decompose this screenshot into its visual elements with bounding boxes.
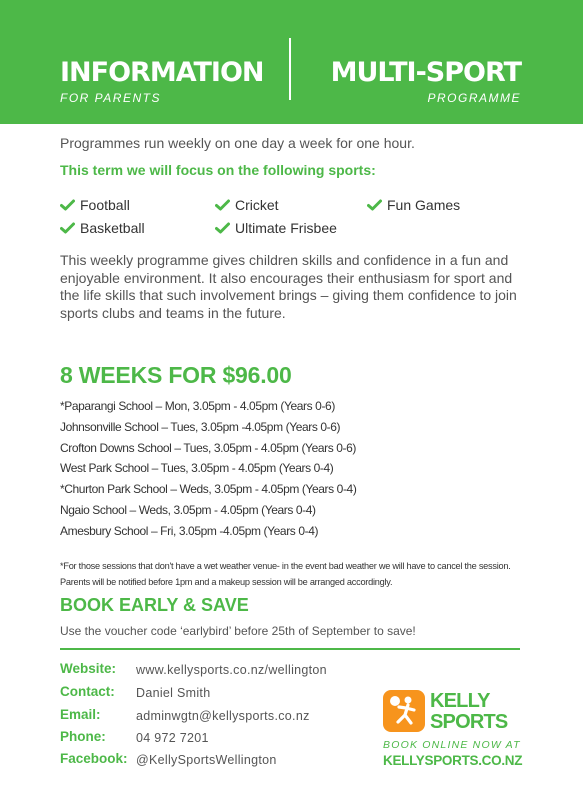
sport-label: Cricket bbox=[235, 197, 279, 213]
header-divider bbox=[289, 38, 291, 100]
schedule-list bbox=[60, 396, 356, 542]
sport-item bbox=[215, 197, 279, 213]
sport-item bbox=[215, 220, 337, 236]
header-left-title: INFORMATION bbox=[60, 57, 264, 88]
divider-rule bbox=[60, 648, 520, 650]
schedule-item: Amesbury School – Fri, 3.05pm -4.05pm (Years 0-4) bbox=[60, 523, 319, 538]
header-right-subtitle: PROGRAMME bbox=[427, 91, 521, 105]
book-online-tagline: BOOK ONLINE NOW AT bbox=[383, 739, 521, 751]
header-left-subtitle: FOR PARENTS bbox=[60, 91, 161, 105]
logo-kelly: KELLY bbox=[430, 690, 490, 712]
website-link[interactable]: www.kellysports.co.nz/wellington bbox=[136, 663, 327, 677]
kellysports-url[interactable]: KELLYSPORTS.CO.NZ bbox=[383, 753, 523, 768]
email-link[interactable]: adminwgtn@kellysports.co.nz bbox=[136, 709, 310, 723]
schedule-item: Ngaio School – Weds, 3.05pm - 4.05pm (Years 0-4) bbox=[60, 502, 316, 517]
schedule-item: Crofton Downs School – Tues, 3.05pm - 4.05pm (Years 0-6) bbox=[60, 440, 356, 455]
running-figure-icon bbox=[383, 690, 425, 732]
check-icon bbox=[60, 222, 75, 234]
facebook-label: Facebook: bbox=[60, 751, 128, 766]
voucher-text: Use the voucher code ‘earlybird’ before 25th of September to save! bbox=[60, 624, 416, 638]
phone-number[interactable]: 04 972 7201 bbox=[136, 731, 209, 745]
email-label: Email: bbox=[60, 707, 101, 722]
schedule-item: *Paparangi School – Mon, 3.05pm - 4.05pm (Years 0-6) bbox=[60, 399, 335, 413]
sport-item bbox=[367, 197, 460, 213]
programme-description: This weekly programme gives children skills and confidence in a fun and enjoyable environment. It also encourages their enthusiasm for sport and the life skills that such involvement brings – giving them confidence to join sports clubs and teams in the future. bbox=[60, 252, 517, 321]
sport-label: Ultimate Frisbee bbox=[235, 220, 337, 236]
schedule-item: *Churton Park School – Weds, 3.05pm - 4.05pm (Years 0-4) bbox=[60, 482, 357, 497]
header-banner bbox=[0, 0, 583, 124]
sport-item bbox=[60, 220, 145, 236]
check-icon bbox=[215, 199, 230, 211]
wet-weather-footnote: *For those sessions that don't have a wet weather venue- in the event bad weather we will have to cancel the session. Parents will be notified before 1pm and a makeup session will be arranged accordingly. bbox=[60, 561, 511, 587]
price-heading: 8 WEEKS FOR $96.00 bbox=[60, 362, 292, 388]
logo-sports: SPORTS bbox=[430, 711, 508, 733]
contact-label: Contact: bbox=[60, 684, 115, 699]
sport-label: Fun Games bbox=[387, 197, 461, 213]
intro-text: Programmes run weekly on one day a week for one hour. bbox=[60, 135, 415, 151]
schedule-item: West Park School – Tues, 3.05pm - 4.05pm (Years 0-4) bbox=[60, 461, 334, 476]
focus-heading: This term we will focus on the following sports: bbox=[60, 162, 376, 178]
check-icon bbox=[60, 199, 75, 211]
sport-label: Football bbox=[80, 197, 130, 213]
facebook-handle[interactable]: @KellySportsWellington bbox=[136, 753, 277, 767]
sport-label: Basketball bbox=[80, 220, 145, 236]
check-icon bbox=[215, 222, 230, 234]
phone-label: Phone: bbox=[60, 729, 106, 744]
contact-name: Daniel Smith bbox=[136, 686, 211, 700]
schedule-item: Johnsonville School – Tues, 3.05pm -4.05pm (Years 0-6) bbox=[60, 419, 341, 434]
check-icon bbox=[367, 199, 382, 211]
book-early-heading: BOOK EARLY & SAVE bbox=[60, 595, 249, 615]
sport-item bbox=[60, 197, 130, 213]
header-right-title: MULTI-SPORT bbox=[330, 57, 521, 88]
website-label: Website: bbox=[60, 661, 117, 676]
